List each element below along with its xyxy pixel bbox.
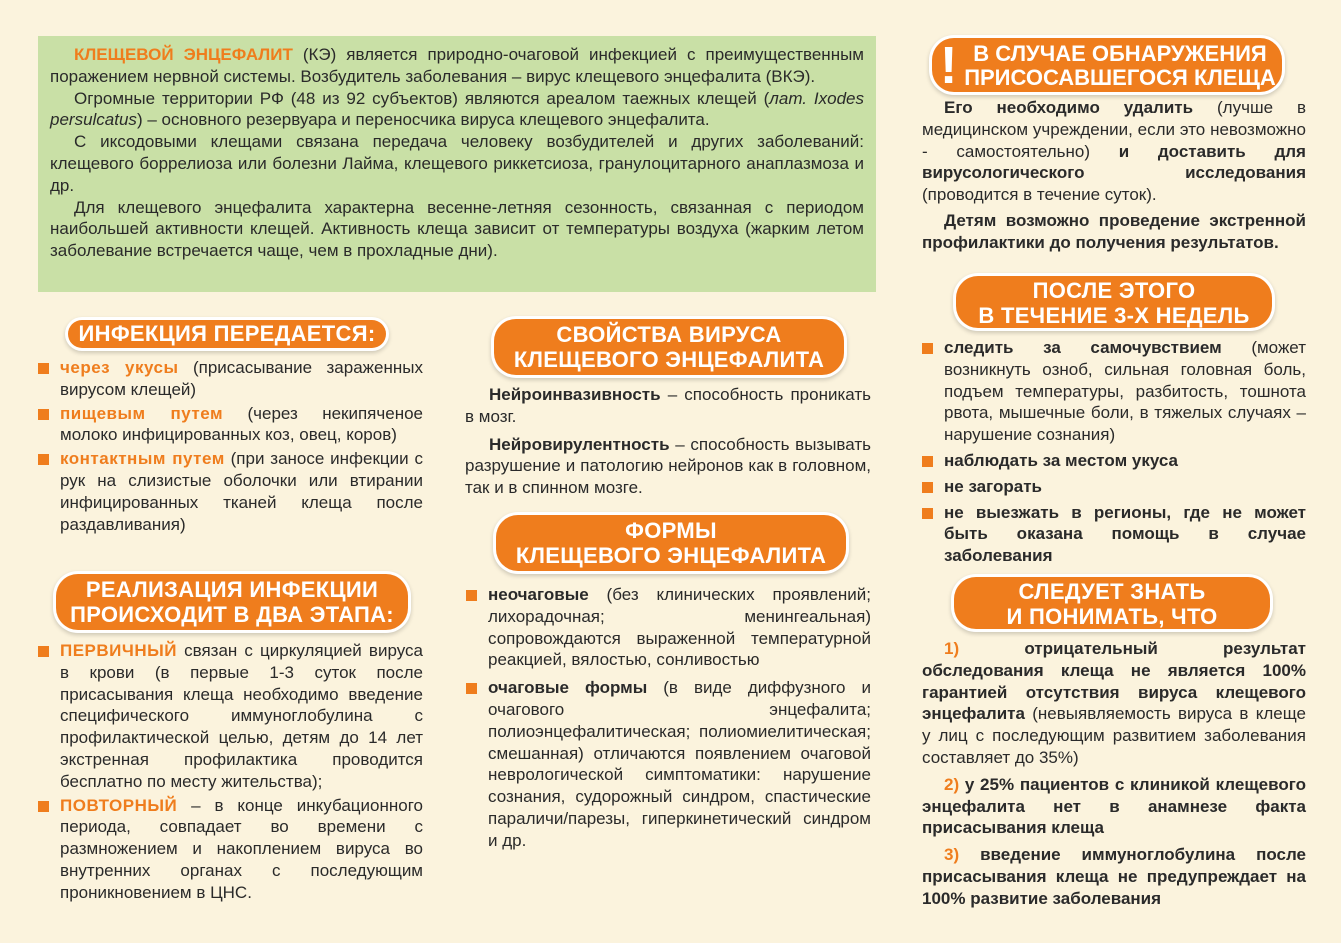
list-item bbox=[38, 640, 423, 793]
transmission-key: пищевым путем bbox=[60, 403, 224, 423]
list-item bbox=[38, 357, 423, 401]
found-heading-line-2: ПРИСОСАВШЕГОСЯ КЛЕЩА bbox=[964, 65, 1276, 90]
list-item bbox=[38, 795, 423, 904]
transmission-key: контактным путем bbox=[60, 449, 225, 469]
found-p1-b: (лучше в медицинском учреждении, если это невозможно - самостоятельно) bbox=[922, 98, 1306, 161]
intro-p1-text: (КЭ) является природно-очаговой инфекцией с преимущественным поражением нервной системы. Возбудитель заболевания – вирус клещевого энцефалита (ВКЭ). bbox=[50, 45, 864, 86]
after-list bbox=[922, 337, 1306, 569]
intro-box bbox=[38, 36, 876, 292]
exclamation-icon: ! bbox=[940, 37, 958, 95]
list-item bbox=[922, 476, 1306, 498]
stage-text: связан с циркуляцией вируса в крови (в первые 1-3 суток после присасывания клеща необходимо введение специфического иммуноглобулина с профилактической целью, детям до 14 лет экстренная профилактика проводится бесплатно по месту жительства); bbox=[60, 641, 423, 791]
property-text: – способность проникать в мозг. bbox=[465, 385, 871, 426]
property-item bbox=[465, 434, 871, 499]
intro-paragraph-3: С иксодовыми клещами связана передача человеку возбудителей и других заболеваний: клещевого боррелиоза или болезни Лайма, клещевого риккетсиоза, гранулоцитарного анаплазмоза и др. bbox=[50, 132, 864, 195]
forms-list bbox=[466, 584, 871, 854]
transmission-key: через укусы bbox=[60, 358, 179, 377]
know-bold: у 25% пациентов с клиникой клещевого энцефалита нет в анамнезе факта присасывания клеща bbox=[922, 774, 1306, 838]
found-p1-c: и доставить для вирусологического исследования bbox=[922, 141, 1306, 183]
properties-heading bbox=[494, 319, 844, 375]
list-item bbox=[922, 844, 1306, 909]
found-heading bbox=[932, 37, 1282, 95]
after-key: наблюдать за местом укуса bbox=[944, 450, 1178, 470]
know-number: 1) bbox=[944, 639, 960, 658]
found-p1-d: (проводится в течение суток). bbox=[922, 185, 1157, 205]
after-heading-line-2: В ТЕЧЕНИЕ 3-Х НЕДЕЛЬ bbox=[978, 303, 1250, 328]
after-key: не выезжать в регионы, где не может быть оказана помощь в случае заболевания bbox=[944, 502, 1306, 566]
form-text: (без клинических проявлений; лихорадочная; менингеальная) сопровождаются выраженной температурной реакцией, вялостью, сонливостью bbox=[488, 585, 871, 670]
forms-heading-line-2: КЛЕЩЕВОГО ЭНЦЕФАЛИТА bbox=[515, 543, 827, 568]
transmission-list bbox=[38, 357, 423, 537]
property-item bbox=[465, 384, 871, 428]
know-bold: введение иммуноглобулина после присасывания клеща не предупреждает на 100% развитие заболевания bbox=[922, 845, 1306, 908]
know-heading-line-1: СЛЕДУЕТ ЗНАТЬ bbox=[1018, 579, 1206, 604]
list-item bbox=[38, 448, 423, 535]
stage-key: ПОВТОРНЫЙ bbox=[60, 795, 178, 815]
found-text bbox=[922, 97, 1306, 254]
intro-term: КЛЕЩЕВОЙ ЭНЦЕФАЛИТ bbox=[74, 45, 293, 64]
found-heading-line-1: В СЛУЧАЕ ОБНАРУЖЕНИЯ bbox=[973, 41, 1267, 66]
transmission-heading-text: ИНФЕКЦИЯ ПЕРЕДАЕТСЯ: bbox=[78, 321, 376, 346]
after-heading bbox=[956, 276, 1272, 328]
list-item bbox=[466, 677, 871, 851]
list-item bbox=[922, 337, 1306, 446]
found-paragraph-1 bbox=[922, 97, 1306, 206]
properties-heading-line-1: СВОЙСТВА ВИРУСА bbox=[556, 322, 782, 347]
list-item bbox=[922, 774, 1306, 839]
list-item bbox=[922, 638, 1306, 769]
intro-paragraph-2 bbox=[50, 88, 864, 132]
know-heading-line-2: И ПОНИМАТЬ, ЧТО bbox=[1006, 604, 1218, 629]
property-text: – способность вызывать разрушение и патологию нейронов как в головном, так и в спинном мозге. bbox=[465, 434, 871, 498]
stages-heading-line-1: РЕАЛИЗАЦИЯ ИНФЕКЦИИ bbox=[85, 577, 379, 602]
form-text: (в виде диффузного и очагового энцефалита; полиоэнцефалитическая; полиомиелитическая; смешанная) отличаются появлением очаговой неврологической симптоматики: нарушение сознания, судорожный синдром, спастические параличи/парезы, гиперкинетический синдром и др. bbox=[488, 678, 871, 850]
intro-p2-b: ) – основного резервуара и переносчика вируса клещевого энцефалита. bbox=[136, 110, 710, 130]
intro-paragraph-4: Для клещевого энцефалита характерна весенне-летняя сезонность, связанная с периодом наибольшей активности клещей. Активность клеща зависит от температуры воздуха (жарким летом заболевание встречается чаще, чем в прохладные дни). bbox=[50, 197, 864, 261]
property-key: Нейровирулентность bbox=[489, 434, 670, 454]
intro-paragraph-1 bbox=[50, 44, 864, 88]
forms-heading-line-1: ФОРМЫ bbox=[625, 518, 717, 543]
after-text: (может возникнуть озноб, сильная головная боль, подъем температуры, разбитость, тошнота рвота, мышечные боли, в тяжелых случаях – нарушение сознания) bbox=[944, 338, 1306, 445]
stages-heading bbox=[56, 574, 408, 630]
list-item bbox=[466, 584, 871, 671]
know-bold: отрицательный результат обследования клеща не является 100% гарантией отсутствия вируса клещевого энцефалита bbox=[922, 639, 1306, 724]
transmission-text: (через некипяченое молоко инфицированных коз, овец, коров) bbox=[60, 403, 423, 445]
intro-latin-name: лат. Ixodes persulcatus bbox=[50, 88, 864, 130]
after-key: следить за самочувствием bbox=[944, 338, 1222, 357]
transmission-text: (присасывание зараженных вирусом клещей) bbox=[60, 358, 423, 399]
list-item bbox=[38, 403, 423, 447]
forms-heading bbox=[496, 515, 846, 571]
stage-text: – в конце инкубационного периода, совпадает во времени с размножением и накоплением вируса во внутренних органах с последующим проникновением в ЦНС. bbox=[60, 795, 423, 902]
transmission-text: (при заносе инфекции с рук на слизистые оболочки или втирании инфицированных тканей клеща после раздавливания) bbox=[60, 449, 423, 534]
stage-key: ПЕРВИЧНЫЙ bbox=[60, 641, 177, 660]
properties-heading-line-2: КЛЕЩЕВОГО ЭНЦЕФАЛИТА bbox=[513, 347, 825, 372]
stages-list bbox=[38, 640, 423, 906]
know-list bbox=[922, 638, 1306, 915]
know-number: 2) bbox=[944, 774, 960, 794]
property-key: Нейроинвазивность bbox=[489, 385, 661, 404]
know-heading bbox=[954, 577, 1270, 629]
after-heading-line-1: ПОСЛЕ ЭТОГО bbox=[1032, 278, 1196, 303]
list-item bbox=[922, 450, 1306, 472]
stages-heading-line-2: ПРОИСХОДИТ В ДВА ЭТАПА: bbox=[70, 602, 394, 627]
intro-p2-a: Огромные территории РФ (48 из 92 субъектов) являются ареалом таежных клещей ( bbox=[74, 88, 770, 108]
found-p1-a: Его необходимо удалить bbox=[944, 98, 1194, 117]
transmission-heading bbox=[68, 320, 386, 348]
know-number: 3) bbox=[944, 845, 960, 865]
properties-list bbox=[465, 384, 871, 499]
form-key: очаговые формы bbox=[488, 678, 648, 698]
found-paragraph-2: Детям возможно проведение экстренной профилактики до получения результатов. bbox=[922, 210, 1306, 252]
form-key: неочаговые bbox=[488, 585, 589, 604]
list-item bbox=[922, 502, 1306, 567]
after-key: не загорать bbox=[944, 476, 1042, 496]
know-text: (невыявляемость вируса в клеще у лиц с последующим развитием заболевания составляет до 35%) bbox=[922, 704, 1306, 767]
